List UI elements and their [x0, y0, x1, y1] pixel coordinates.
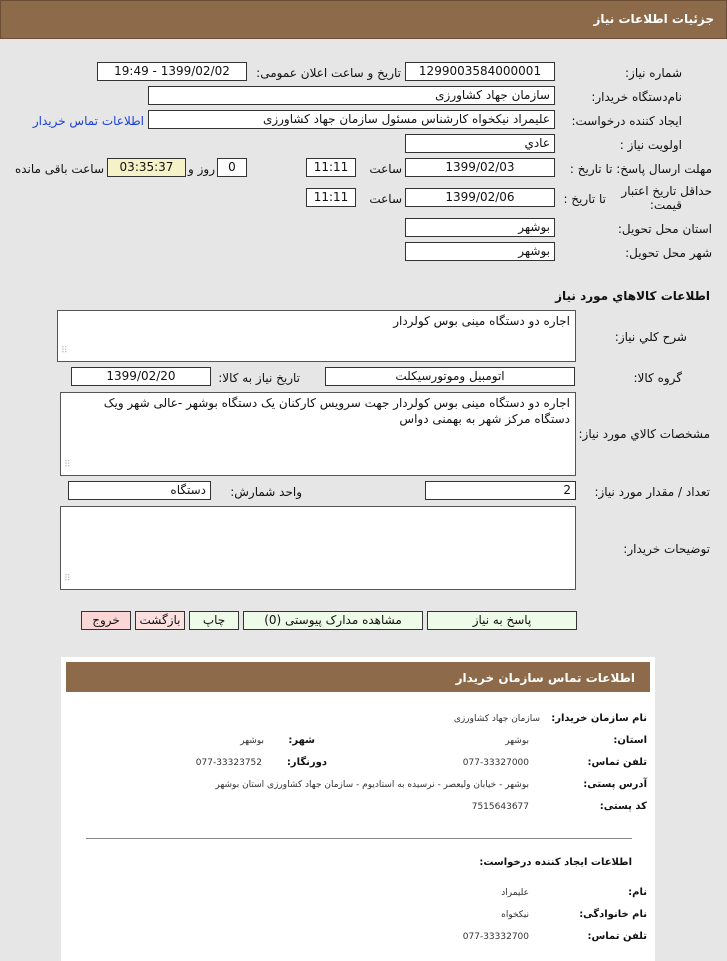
deadline-time-label: ساعت: [369, 162, 402, 176]
validity-label-2: قیمت:: [649, 198, 682, 212]
resize-grip-icon[interactable]: ⠿: [64, 574, 71, 584]
validity-to-label: تا تاریخ :: [563, 192, 606, 206]
validity-time-field[interactable]: 11:11: [306, 188, 356, 207]
deadline-date-field[interactable]: 1399/02/03: [405, 158, 555, 177]
need-date-field[interactable]: 1399/02/20: [71, 367, 211, 386]
exit-button[interactable]: خروج: [81, 611, 131, 630]
need-number-label: شماره نیاز:: [625, 66, 682, 80]
validity-date-field[interactable]: 1399/02/06: [405, 188, 555, 207]
days-label: روز و: [188, 162, 215, 176]
divider: [86, 838, 632, 839]
summary-text: اجاره دو دستگاه مینی بوس کولردار: [393, 314, 570, 328]
requester-last-name-value: نیکخواه: [501, 910, 529, 920]
creator-label: ایجاد کننده درخواست:: [571, 114, 682, 128]
creator-field[interactable]: علیمراد نیکخواه کارشناس مسئول سازمان جهاد کشاورزی: [148, 110, 555, 129]
summary-label: شرح کلي نياز:: [614, 330, 687, 344]
requester-first-name-value: علیمراد: [501, 888, 529, 898]
qty-field[interactable]: 2: [425, 481, 576, 500]
validity-time-label: ساعت: [369, 192, 402, 206]
remaining-time-field: 03:35:37: [107, 158, 186, 177]
title-bar: [0, 0, 727, 39]
contact-postal-value: 7515643677: [471, 802, 529, 812]
group-field[interactable]: اتومبیل وموتورسیکلت: [325, 367, 575, 386]
contact-city-label: شهر:: [288, 735, 315, 746]
requester-phone-value: 077-33332700: [462, 932, 529, 942]
unit-field[interactable]: دستگاه: [68, 481, 211, 500]
back-button[interactable]: بازگشت: [135, 611, 185, 630]
requester-title: اطلاعات ایجاد کننده درخواست:: [479, 857, 632, 868]
deadline-label: مهلت ارسال پاسخ: تا تاریخ :: [569, 162, 712, 176]
city-label: شهر محل تحویل:: [625, 246, 712, 260]
resize-grip-icon[interactable]: ⠿: [64, 460, 71, 470]
contact-city-value: بوشهر: [240, 736, 264, 746]
validity-label: حداقل تاریخ اعتبار: [621, 184, 712, 198]
page-title: جزئيات اطلاعات نياز: [593, 12, 714, 26]
province-label: استان محل تحویل:: [617, 222, 712, 236]
spec-textarea[interactable]: [60, 392, 576, 476]
spec-label: مشخصات کالاي مورد نياز:: [578, 427, 710, 441]
contact-postal-label: کد پستی:: [599, 801, 647, 812]
goods-section-title: اطلاعات کالاهاي مورد نياز: [555, 289, 710, 303]
requester-phone-label: تلفن تماس:: [587, 931, 647, 942]
need-date-label: تاريخ نياز به کالا:: [218, 371, 300, 385]
contact-province-label: استان:: [613, 735, 647, 746]
contact-phone-label: تلفن تماس:: [587, 757, 647, 768]
days-field[interactable]: 0: [217, 158, 247, 177]
contact-org-label: نام سازمان خریدار:: [551, 713, 647, 724]
attachments-button[interactable]: مشاهده مدارک پیوستی (0): [243, 611, 423, 630]
contact-province-value: بوشهر: [505, 736, 529, 746]
province-field[interactable]: بوشهر: [405, 218, 555, 237]
spec-text: اجاره دو دستگاه مینی بوس کولردار جهت سرویس کارکنان یک دستگاه بوشهر -عالی شهر ویک دستگاه مرکز شهر به بهمنی دواس: [103, 396, 570, 426]
contact-address-value: بوشهر - خیابان ولیعصر - نرسیده به استادیوم - سازمان جهاد کشاورزی استان بوشهر: [215, 780, 529, 790]
contact-panel: [61, 657, 655, 961]
announce-label: تاريخ و ساعت اعلان عمومی:: [256, 66, 401, 80]
announce-field[interactable]: 1399/02/02 - 19:49: [97, 62, 247, 81]
print-button[interactable]: چاپ: [189, 611, 239, 630]
summary-textarea[interactable]: [57, 310, 576, 362]
requester-first-name-label: نام:: [628, 887, 647, 898]
contact-address-label: آدرس پستی:: [583, 779, 647, 790]
buyer-contact-link[interactable]: اطلاعات تماس خریدار: [32, 114, 144, 128]
contact-panel-header: [66, 662, 650, 692]
group-label: گروه کالا:: [633, 371, 682, 385]
contact-panel-title: اطلاعات تماس سازمان خریدار: [455, 671, 635, 685]
buyer-notes-label: توضیحات خریدار:: [623, 542, 710, 556]
contact-org-value: سازمان جهاد کشاورزی: [453, 714, 540, 724]
priority-label: اولویت نیاز :: [619, 138, 682, 152]
reply-button[interactable]: پاسخ به نياز: [427, 611, 577, 630]
unit-label: واحد شمارش:: [230, 485, 302, 499]
priority-field[interactable]: عادي: [405, 134, 555, 153]
resize-grip-icon[interactable]: ⠿: [61, 346, 68, 356]
city-field[interactable]: بوشهر: [405, 242, 555, 261]
requester-last-name-label: نام خانوادگی:: [579, 909, 647, 920]
need-number-field[interactable]: 1299003584000001: [405, 62, 555, 81]
deadline-time-field[interactable]: 11:11: [306, 158, 356, 177]
buyer-org-label: نام‌دستگاه خریدار:: [591, 90, 682, 104]
contact-phone-value: 077-33327000: [462, 758, 529, 768]
buyer-org-field[interactable]: سازمان جهاد کشاورزی: [148, 86, 555, 105]
remaining-label: ساعت باقی مانده: [14, 162, 104, 176]
contact-fax-label: دورنگار:: [286, 757, 327, 768]
contact-fax-value: 077-33323752: [195, 758, 262, 768]
qty-label: تعداد / مقدار مورد نیاز:: [594, 485, 710, 499]
buyer-notes-textarea[interactable]: [60, 506, 576, 590]
